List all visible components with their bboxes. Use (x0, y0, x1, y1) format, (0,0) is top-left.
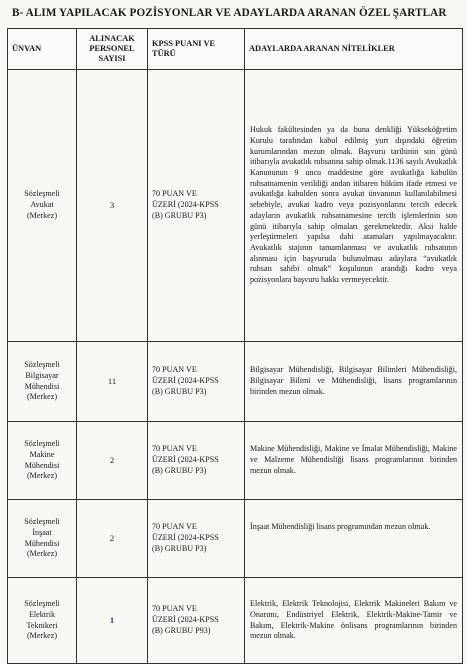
position-title: Sözleşmeli Avukat (Merkez) (8, 70, 77, 342)
header-quals: ADAYLARDA ARANAN NİTELİKLER (245, 29, 463, 70)
position-title: Sözleşmeli Bilgisayar Mühendisi (Merkez) (8, 342, 77, 422)
position-count: 3 (77, 70, 148, 342)
table-row (8, 342, 463, 422)
position-kpss: 70 PUAN VE ÜZERİ (2024-KPSS (B) GRUBU P3) (148, 422, 245, 500)
position-qualifications: Bilgisayar Mühendisliği, Bilgisayar Bilimleri Mühendisliği, Bilgisayar Bilimi ve Mühendisliği, lisans programlarının birinden mezun olmak. (245, 342, 463, 422)
table-row (8, 500, 463, 578)
table-header-row (8, 29, 463, 70)
position-qualifications: İnşaat Mühendisliği lisans programından mezun olmak. (245, 500, 463, 578)
header-kpss: KPSS PUANI VE TÜRÜ (148, 29, 245, 70)
table-row (8, 70, 463, 342)
position-title: Sözleşmeli Makine Mühendisi (Merkez) (8, 422, 77, 500)
header-title: ÜNVAN (8, 29, 77, 70)
position-count: 11 (77, 342, 148, 422)
position-count: 2 (77, 422, 148, 500)
section-heading: B- ALIM YAPILACAK POZİSYONLAR VE ADAYLARDA ARANAN ÖZEL ŞARTLAR (12, 7, 447, 19)
header-count: ALINACAK PERSONEL SAYISI (77, 29, 148, 70)
position-qualifications: Hukuk fakültesinden ya da buna denkliği Yükseköğretim Kurulu tarafından kabul edilmiş yurt dışındaki öğretim kurumlarından mezun olmak. Başvuru tarihinin son günü itibarıyla avukatlık ruhsatına sahip olmak.1136 sayılı Avukatlık Kanununun 9 uncu maddesine göre avukatlığa kabulün ruhsatnamenin verildiği andan itibaren hüküm ifade etmesi ve avukatlığa kabulden sonra avukat ünvanının kullanılabilmesi sebebiyle, avukat kadro veya pozisyonlarını tercih edecek adayların avukatlık ruhsatnamesine tercih işlemlerinin son günü itibarıyla sahip olmaları gerekmektedir. Aksi halde yerleştirmeleri yapılsa dahi atamaları yapılmayacaktır. Avukatlık stajının tamamlanması ve avukatlık ruhsatının alınması için başvuruda bulunulması adaylara “avukatlık ruhsatı sahibi olmak” koşulunun arandığı kadro veya pozisyonlara başvuru hakkı vermeyecektir. (245, 70, 463, 342)
position-kpss: 70 PUAN VE ÜZERİ (2024-KPSS (B) GRUBU P3) (148, 70, 245, 342)
position-title: Sözleşmeli İnşaat Mühendisi (Merkez) (8, 500, 77, 578)
position-qualifications: Elektrik, Elektrik Teknolojisi, Elektrik Makineleri Bakım ve Onarımı, Endüstriyel Elektrik, Elektrik-Makine-Tamir ve Bakım, Elektrik-Makine önlisans programlarının birinden mezun olmak. (245, 578, 463, 664)
table-row (8, 578, 463, 664)
position-count: 1 (77, 578, 148, 664)
position-kpss: 70 PUAN VE ÜZERİ (2024-KPSS (B) GRUBU P93) (148, 578, 245, 664)
table-row (8, 422, 463, 500)
position-kpss: 70 PUAN VE ÜZERİ (2024-KPSS (B) GRUBU P3) (148, 342, 245, 422)
positions-table (7, 28, 463, 664)
position-kpss: 70 PUAN VE ÜZERİ (2024-KPSS (B) GRUBU P3) (148, 500, 245, 578)
position-count: 2 (77, 500, 148, 578)
position-title: Sözleşmeli Elektrik Teknikeri (Merkez) (8, 578, 77, 664)
position-qualifications: Makine Mühendisliği, Makine ve İmalat Mühendisliği, Makine ve Malzeme Mühendisliği lisans programlarının birinden mezun olmak. (245, 422, 463, 500)
